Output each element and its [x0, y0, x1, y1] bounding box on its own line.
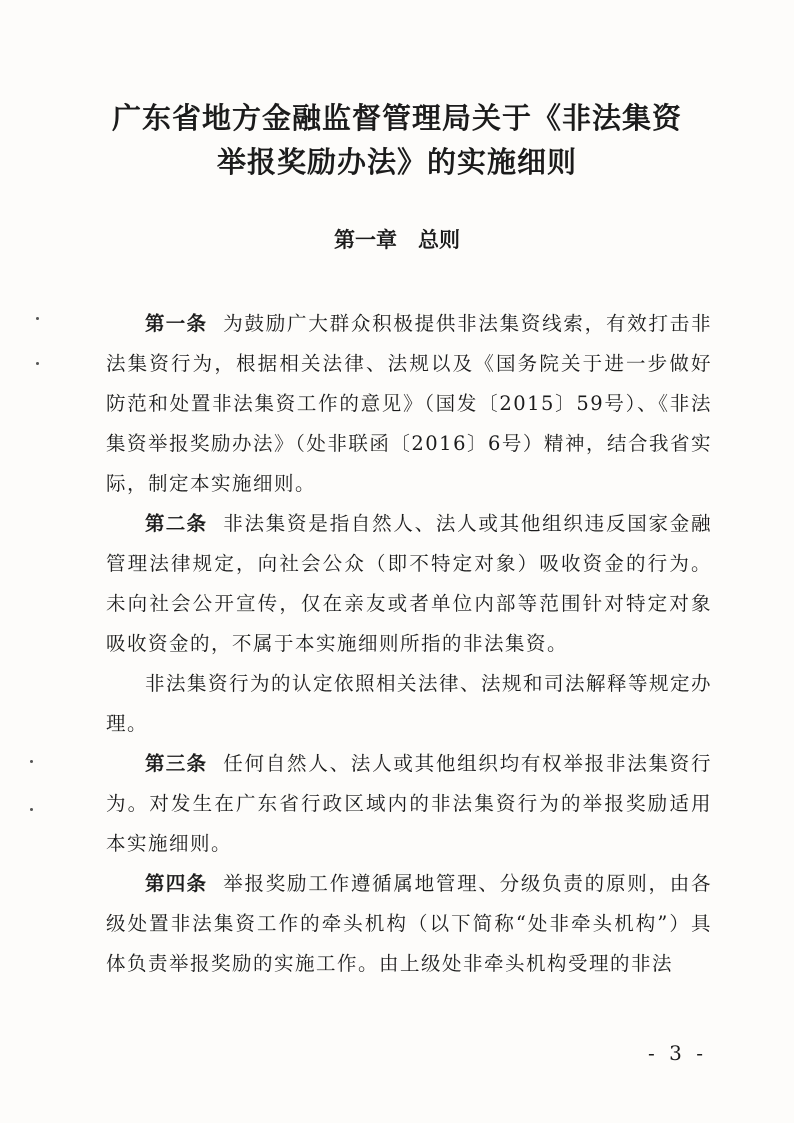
scan-mark [30, 808, 33, 811]
article-label: 第三条 [145, 752, 208, 775]
article-text: 非法集资是指自然人、法人或其他组织违反国家金融管理法律规定，向社会公众（即不特定对象）吸收资金的行为。未向社会公开宣传，仅在亲友或者单位内部等范围针对特定对象吸收资金的，不属于本实施细则所指的非法集资。 [106, 512, 712, 655]
chapter-heading: 第一章 总则 [334, 228, 460, 252]
article-3 [106, 744, 712, 864]
scan-mark [30, 760, 33, 763]
article-text: 任何自然人、法人或其他组织均有权举报非法集资行为。对发生在广东省行政区域内的非法集资行为的举报奖励适用本实施细则。 [106, 752, 712, 855]
paragraph [106, 664, 712, 744]
page-number: - 3 - [648, 1041, 707, 1065]
article-label: 第二条 [145, 512, 208, 535]
scan-mark [36, 317, 39, 320]
paragraph-text: 非法集资行为的认定依照相关法律、法规和司法解释等规定办理。 [106, 672, 713, 735]
article-text: 为鼓励广大群众积极提供非法集资线索，有效打击非法集资行为，根据相关法律、法规以及《国务院关于进一步做好防范和处置非法集资工作的意见》（国发〔2015〕59号）、《非法集资举报奖励办法》（处非联函〔2016〕6号）精神，结合我省实际，制定本实施细则。 [106, 312, 712, 495]
article-4 [106, 864, 712, 984]
scan-mark [36, 362, 39, 365]
article-label: 第四条 [145, 872, 208, 895]
document-title-line-1: 广东省地方金融监督管理局关于《非法集资 [111, 101, 682, 135]
document-body [106, 304, 712, 984]
article-2 [106, 504, 712, 664]
article-text: 举报奖励工作遵循属地管理、分级负责的原则，由各级处置非法集资工作的牵头机构（以下简称“处非牵头机构”）具体负责举报奖励的实施工作。由上级处非牵头机构受理的非法 [106, 872, 712, 975]
article-label: 第一条 [145, 312, 208, 335]
article-1 [106, 304, 712, 504]
document-title-line-2: 举报奖励办法》的实施细则 [216, 145, 577, 179]
